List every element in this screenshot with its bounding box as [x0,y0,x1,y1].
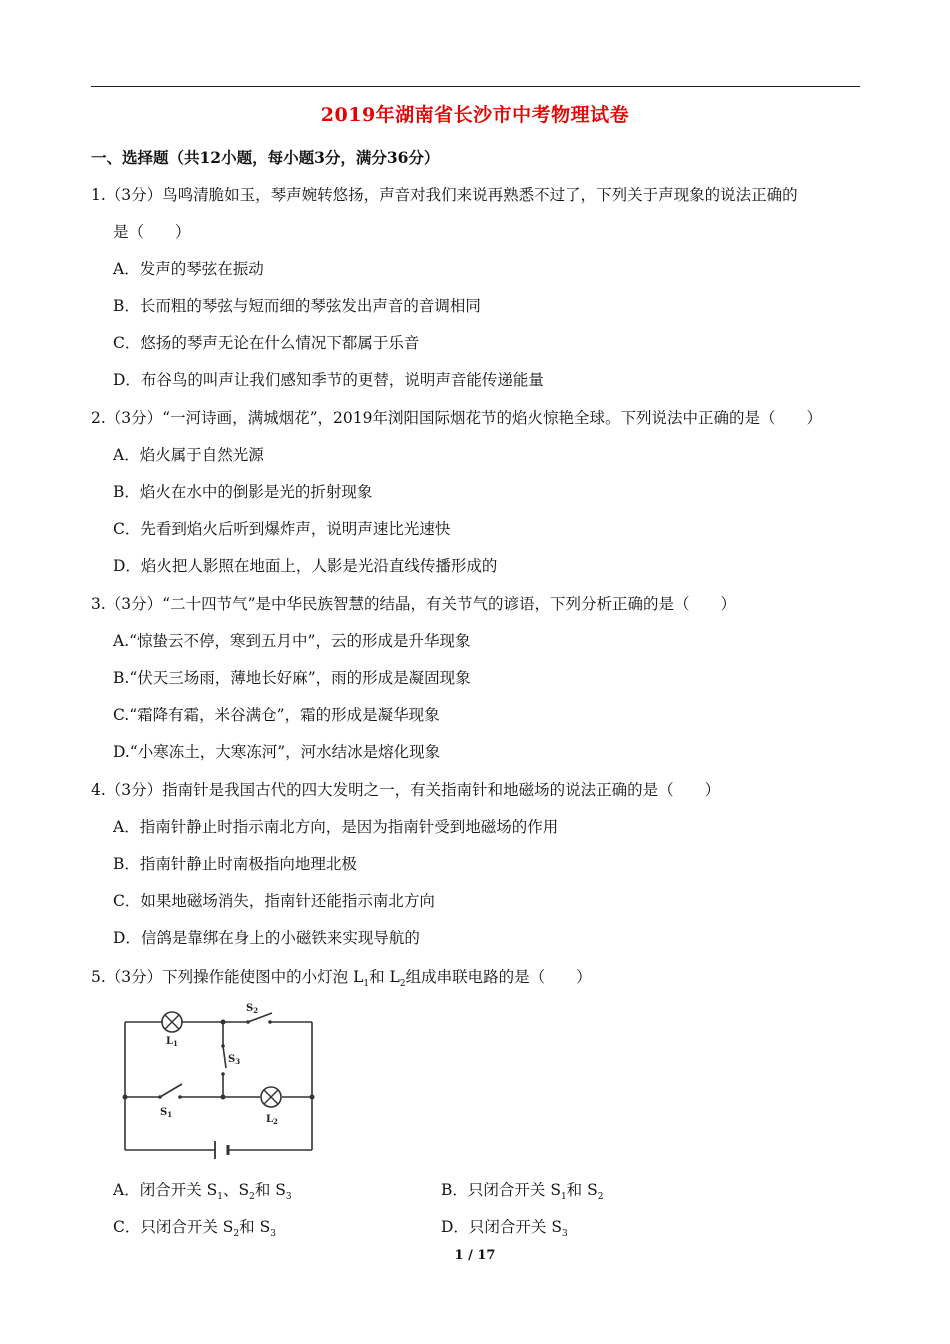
junction-dot [221,1020,226,1025]
question-3-option-a: A.“惊蛰云不停，寒到五月中”，云的形成是升华现象 [113,632,471,650]
page-number: 1 / 17 [454,1248,496,1263]
junction-dot [221,1095,226,1100]
question-5-option-c: C．只闭合开关 $S_2$和 $S_3$ [113,1218,276,1240]
question-2-option-d: D．焰火把人影照在地面上，人影是光沿直线传播形成的 [113,557,498,575]
switch-contact [221,1044,225,1048]
question-3-stem: 3.（3分）“二十四节气”是中华民族智慧的结晶，有关节气的谚语，下列分析正确的是（ ） [91,595,737,613]
question-1-option-b: B．长而粗的琴弦与短而细的琴弦发出声音的音调相同 [113,297,481,315]
question-5-option-a: A．闭合开关 $S_1$、$S_2$和 $S_3$ [113,1181,292,1203]
question-3-option-d: D.“小寒冻土，大寒冻河”，河水结冰是熔化现象 [113,743,441,761]
question-4-stem: 4.（3分）指南针是我国古代的四大发明之一，有关指南针和地磁场的说法正确的是（ ） [91,781,721,799]
question-2-option-a: A．焰火属于自然光源 [113,446,264,464]
label-s1: $S_1$ [160,1107,173,1119]
question-1-stem-cont: 是（ ） [113,223,191,241]
question-4-option-b: B．指南针静止时南极指向地理北极 [113,855,357,873]
question-3-option-b: B.“伏天三场雨，薄地长好麻”，雨的形成是凝固现象 [113,669,471,687]
question-5-option-b: B．只闭合开关 $S_1$和 $S_2$ [441,1181,604,1203]
header-rule [91,86,860,87]
switch-contact [246,1020,250,1024]
question-4-option-d: D．信鸽是靠绑在身上的小磁铁来实现导航的 [113,929,420,947]
label-s3: $S_3$ [228,1054,241,1066]
question-2-option-c: C．先看到焰火后听到爆炸声，说明声速比光速快 [113,520,451,538]
switch-contact [178,1095,182,1099]
question-5-stem: 5.（3分）下列操作能使图中的小灯泡 $L_1$和 $L_2$组成串联电路的是（ ） [91,968,592,990]
switch-contact [221,1072,225,1076]
circuit-diagram [110,1000,330,1160]
switch-contact [158,1095,162,1099]
question-1-option-d: D．布谷鸟的叫声让我们感知季节的更替，说明声音能传递能量 [113,371,544,389]
question-4-option-c: C．如果地磁场消失，指南针还能指示南北方向 [113,892,435,910]
junction-dot [310,1095,315,1100]
question-4-option-a: A．指南针静止时指示南北方向，是因为指南针受到地磁场的作用 [113,818,559,836]
label-l1: $L_1$ [166,1036,178,1048]
label-s2: $S_2$ [246,1003,259,1015]
bulb-l1-icon [162,1012,182,1032]
label-l2: $L_2$ [266,1114,278,1126]
question-1-option-a: A．发声的琴弦在振动 [113,260,264,278]
bulb-l2-icon [261,1087,281,1107]
question-1-stem: 1.（3分）鸟鸣清脆如玉，琴声婉转悠扬，声音对我们来说再熟悉不过了，下列关于声现象的说法正确的 [91,186,798,204]
junction-dot [123,1095,128,1100]
question-2-stem: 2.（3分）“一河诗画，满城烟花”，2019年浏阳国际烟花节的焰火惊艳全球。下列说法中正确的是（ ） [91,409,822,427]
question-1-option-c: C．悠扬的琴声无论在什么情况下都属于乐音 [113,334,420,352]
question-5-option-d: D．只闭合开关 $S_3$ [441,1218,568,1240]
question-3-option-c: C.“霜降有霜，米谷满仓”，霜的形成是凝华现象 [113,706,440,724]
switch-contact [268,1020,272,1024]
question-2-option-b: B．焰火在水中的倒影是光的折射现象 [113,483,373,501]
section-heading: 一、选择题（共12小题，每小题3分，满分36分） [91,148,440,167]
page-title: 2019年湖南省长沙市中考物理试卷 [320,104,630,126]
